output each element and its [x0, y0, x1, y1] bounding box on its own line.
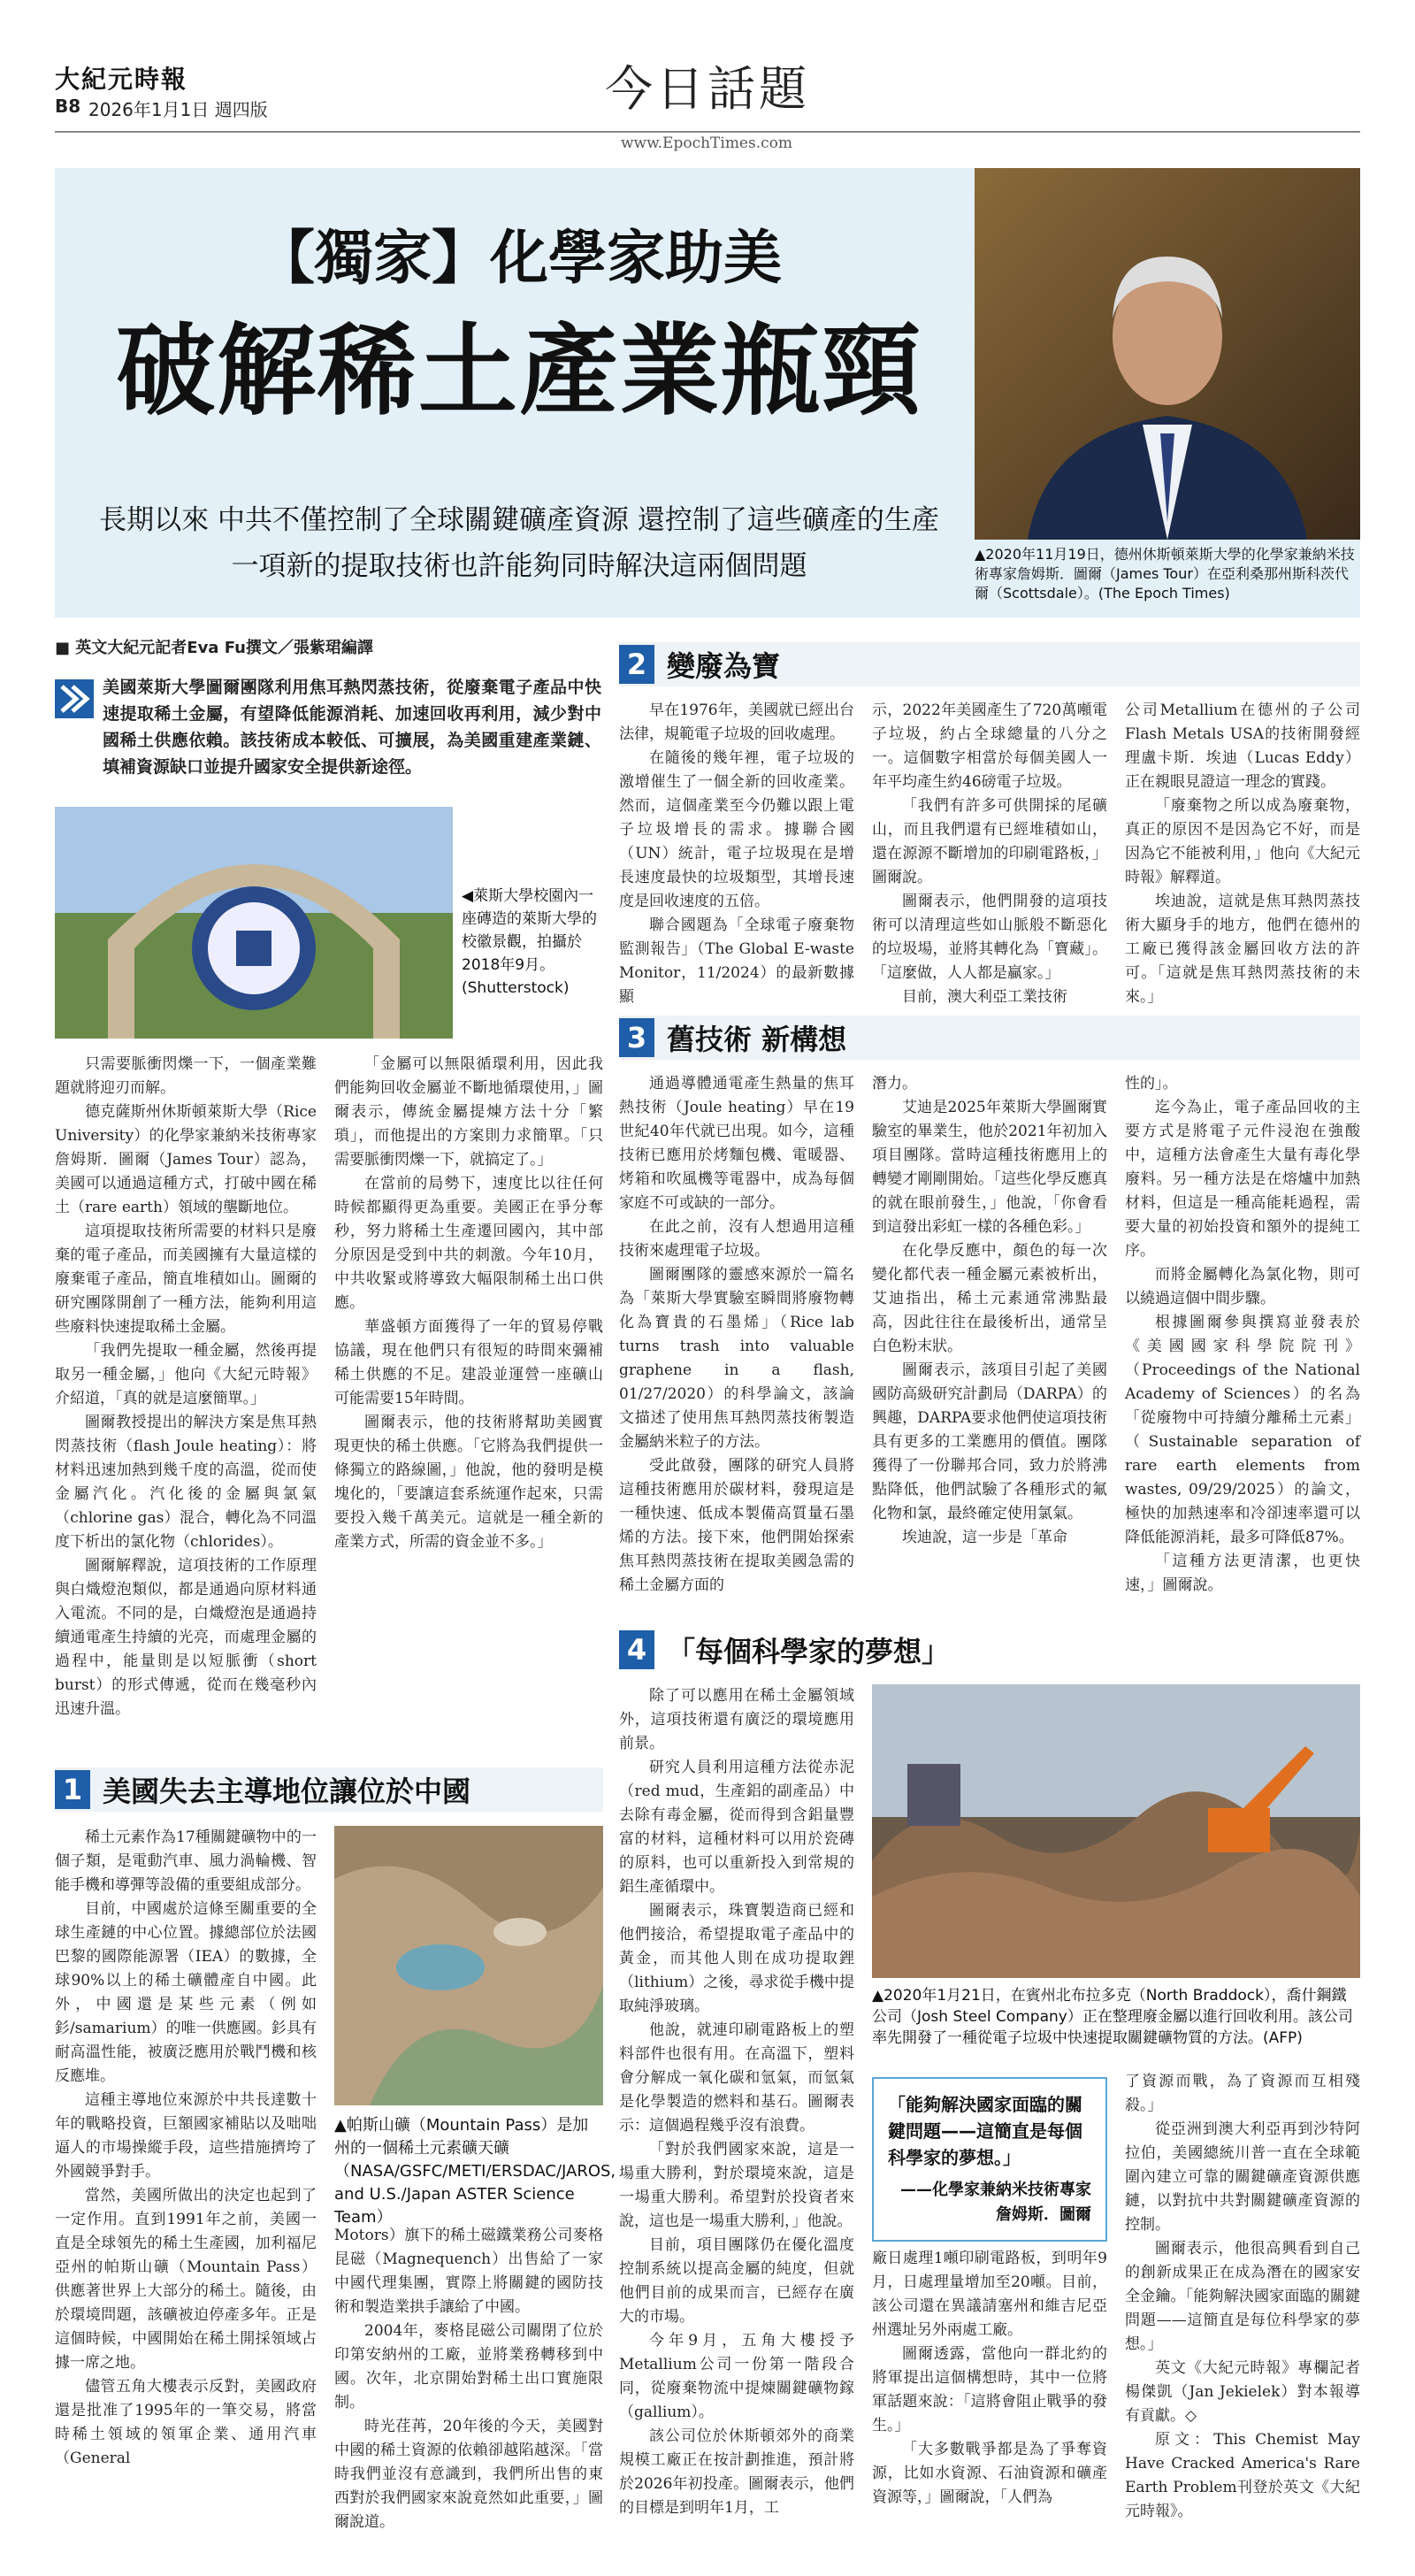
section-4-column-1: [619, 1684, 854, 2520]
paragraph: 示，2022年美國產生了720萬噸電子垃圾，約占全球總量的八分之一。這個數字相當於每個美國人一年平均產生約46磅電子垃圾。: [872, 702, 1107, 791]
section-number: 3: [619, 1018, 654, 1057]
paragraph: 除了可以應用在稀土金屬領域外，這項技術還有廣泛的環境應用前景。: [619, 1687, 854, 1752]
intro-column-1: [55, 1053, 317, 1721]
paragraph: 圖爾表示，珠寶製造商已經和他們接洽，希望提取電子產品中的黃金，而其他人則在成功提取鋰（lithium）之後，尋求從手機中提取純淨玻璃。: [619, 1902, 854, 2015]
section-4-column-3: [1125, 2070, 1360, 2524]
paragraph: 早在1976年，美國就已經出台法律，規範電子垃圾的回收處理。: [619, 702, 854, 743]
paragraph: 公司Metallium在德州的子公司Flash Metals USA的技術開發經理盧卡斯．埃迪（Lucas Eddy）正在親眼見證這一理念的實踐。: [1125, 702, 1360, 791]
intro-column-2: [334, 1053, 603, 1554]
pull-quote: 「能夠解決國家面臨的關鍵問題——這簡直是每個科學家的夢想。」: [888, 2094, 1082, 2168]
section-1-header: [55, 1767, 603, 1812]
paragraph: 只需要脈衝閃爍一下，一個產業難題就將迎刃而解。: [55, 1055, 317, 1097]
paragraph: 聯合國題為「全球電子廢棄物監測報告」（The Global E-waste Monitor，11/2024）的最新數據顯: [619, 916, 854, 1006]
scrapyard-caption: ▲2020年1月21日，在賓州北布拉多克（North Braddock），喬什鋼鐵公司（Josh Steel Company）正在整理廢金屬以進行回收利用。該公司率先開發了一種從電子垃圾中快速提取關鍵礦物質的方法。(AFP): [872, 1987, 1353, 2047]
paragraph: 原文：This Chemist May Have Cracked America's Rare Earth Problem刊登於英文《大紀元時報》。: [1125, 2431, 1360, 2520]
paragraph: 華盛頓方面獲得了一年的貿易停戰協議，現在他們只有很短的時間來彌補稀土供應的不足。建設並運營一座礦山可能需要15年時間。: [334, 1318, 603, 1407]
headline: 破解稀土產業瓶頸: [116, 313, 922, 429]
paragraph: 受此啟發，團隊的研究人員將這種技術應用於碳材料，發現這是一種快速、低成本製備高質量石墨烯的方法。接下來，他們開始探索焦耳熱閃蒸技術在提取美國急需的稀土金屬方面的: [619, 1457, 854, 1594]
paragraph: 從亞洲到澳大利亞再到沙特阿拉伯，美國總統川普一直在全球範圍內建立可靠的關鍵礦產資源供應鏈，以對抗中共對關鍵礦產資源的控制。: [1125, 2120, 1360, 2234]
paragraph: 這種主導地位來源於中共長達數十年的戰略投資，巨額國家補貼以及咄咄逼人的市場操縱手段，這些措施擠垮了外國競爭對手。: [55, 2091, 317, 2181]
paragraph: 潛力。: [872, 1075, 917, 1092]
section-title: 今日話題: [605, 61, 810, 117]
section-4-column-2-bottom: [872, 2247, 1107, 2510]
paragraph: 埃迪說，這一步是「革命: [902, 1529, 1067, 1546]
paragraph: 德克薩斯州休斯頓萊斯大學（Rice University）的化學家兼納米技術專家詹姆斯．圖爾（James Tour）認為，美國可以通過這種方式，打破中國在稀土（rare earth）領域的壟斷地位。: [55, 1103, 317, 1216]
paragraph: 時光荏苒，20年後的今天，美國對中國的稀土資源的依賴卻越陷越深。「當時我們並沒有意識到，我們所出售的東西對於我們國家來說竟然如此重要，」圖爾說道。: [334, 2418, 603, 2531]
paragraph: 圖爾表示，該項目引起了美國國防高級研究計劃局（DARPA）的興趣，DARPA要求他們使這項技術具有更多的工業應用的價值。團隊獲得了一份聯邦合同，致力於將沸點降低，他們試驗了各種形式的氟化物和氯，最終確定使用氯氣。: [872, 1361, 1107, 1522]
pull-quote-box: [872, 2077, 1107, 2242]
portrait-photo: [975, 168, 1360, 540]
hero-banner: [55, 168, 1360, 617]
kicker: 【獨家】化學家助美: [256, 224, 782, 292]
section-number: 1: [55, 1770, 90, 1809]
paragraph: 迄今為止，電子產品回收的主要方式是將電子元件浸泡在強酸中，這種方法會產生大量有毒化學廢料。另一種方法是在熔爐中加熱材料，但這是一種高能耗過程，需要大量的初始投資和額外的提純工序。: [1125, 1099, 1360, 1260]
section-1-column-2: [334, 2224, 603, 2534]
paragraph: 圖爾教授提出的解決方案是焦耳熱閃蒸技術（flash Joule heating）：將材料迅速加熱到幾千度的高溫，從而使金屬汽化。汽化後的金屬與氯氣（chlorine gas）混合，轉化為不同溫度下析出的氯化物（chlorides）。: [55, 1414, 317, 1551]
section-2-column-1: [619, 699, 854, 1009]
section-2-column-3: [1125, 699, 1360, 1009]
paragraph: 研究人員利用這種方法從赤泥（red mud，生產鋁的副產品）中去除有毒金屬，從而得到含鋁量豐富的材料，這種材料可以用於瓷磚的原料，也可以重新投入到常規的鋁生產循環中。: [619, 1759, 854, 1896]
paragraph: 「大多數戰爭都是為了爭奪資源，比如水資源、石油資源和礦產資源等，」圖爾說，「人們為: [872, 2441, 1107, 2506]
page-number: B8: [55, 96, 81, 117]
header-divider: [55, 131, 1360, 133]
section-title: 舊技術 新構想: [667, 1023, 847, 1056]
section-3-column-2: [872, 1072, 1107, 1550]
paragraph: 他說，就連印刷電路板上的塑料部件也很有用。在高溫下，塑料會分解成一氧化碳和氫氣，而氫氣是化學製造的燃料和基石。圖爾表示：這個過程幾乎沒有浪費。: [619, 2021, 854, 2135]
lead-paragraph: 美國萊斯大學圖爾團隊利用焦耳熱閃蒸技術，從廢棄電子產品中快速提取稀土金屬，有望降低能源消耗、加速回收再利用，減少對中國稀土供應依賴。該技術成本較低、可擴展，為美國重建產業鏈、填補資源缺口並提升國家安全提供新途徑。: [103, 678, 601, 777]
paragraph: 圖爾表示，他很高興看到自己的創新成果正在成為潛在的國家安全金鑰。「能夠解決國家面臨的關鍵問題——這簡直是每位科學家的夢想。」: [1125, 2240, 1360, 2353]
paragraph: 英文《大紀元時報》專欄記者楊傑凱（Jan Jekielek）對本報導有貢獻。◇: [1125, 2359, 1360, 2425]
paragraph: 埃迪說，這就是焦耳熱閃蒸技術大顯身手的地方，他們在德州的工廠已獲得該金屬回收方法的許可。「這就是焦耳熱閃蒸技術的未來。」: [1125, 893, 1360, 1006]
paragraph: 圖爾解釋說，這項技術的工作原理與白熾燈泡類似，都是通過向原材料通入電流。不同的是，白熾燈泡是通過持續通電產生持續的光亮，而處理金屬的過程中，能量則是以短脈衝（short burst）的形式傳遞，從而在幾毫秒內迅速升溫。: [55, 1557, 317, 1718]
section-3-column-3: [1125, 1072, 1360, 1598]
campus-photo: [55, 807, 453, 1039]
paragraph: 2004年，麥格昆磁公司關閉了位於印第安納州的工廠，並將業務轉移到中國。次年，北京開始對稀土出口實施限制。: [334, 2322, 603, 2411]
paragraph: 艾迪是2025年萊斯大學圖爾實驗室的畢業生，他於2021年初加入項目團隊。當時這種技術應用上的轉變才剛剛開始。「這些化學反應真的就在眼前發生，」他說，「你會看到這發出彩虹一樣的各種色彩。」: [872, 1099, 1107, 1236]
paragraph: 而將金屬轉化為氯化物，則可以繞過這個中間步驟。: [1125, 1266, 1360, 1307]
paragraph: 當然，美國所做出的決定也起到了一定作用。直到1991年之前，美國一直是全球領先的稀土生產國，加利福尼亞州的帕斯山礦（Mountain Pass）供應著世界上大部分的稀土。隨後，由於環境問題，該礦被迫停產多年。正是這個時候，中國開始在稀土開採領域占據一席之地。: [55, 2187, 317, 2372]
paragraph: 目前，中國處於這條至關重要的全球生產鏈的中心位置。據總部位於法國巴黎的國際能源署（IEA）的數據，全球90%以上的稀土礦體產自中國。此外，中國還是某些元素（例如釤/samarium）的唯一供應國。釤具有耐高溫性能，被廣泛應用於戰鬥機和核反應堆。: [55, 1900, 317, 2085]
satellite-caption: ▲帕斯山礦（Mountain Pass）是加州的一個稀土元素礦天礦（NASA/GSFC/METI/ERSDAC/JAROS, and U.S./Japan ASTER Science Team）: [334, 2116, 616, 2227]
paragraph: 「對於我們國家來說，這是一場重大勝利，對於環境來說，這是一場重大勝利。希望對於投資者來說，這也是一場重大勝利，」他說。: [619, 2141, 854, 2230]
section-3-column-1: [619, 1072, 854, 1598]
paragraph: 稀土元素作為17種關鍵礦物中的一個子類，是電動汽車、風力渦輪機、智能手機和導彈等設備的重要組成部分。: [55, 1828, 317, 1894]
scrapyard-photo: [872, 1684, 1360, 1978]
lead-arrow-icon: [55, 679, 94, 718]
paragraph: 了資源而戰，為了資源而互相殘殺。」: [1125, 2073, 1360, 2114]
paragraph: 這項提取技術所需要的材料只是廢棄的電子產品，而美國擁有大量這樣的廢棄電子產品，簡直堆積如山。圖爾的研究團隊開創了一種方法，能夠利用這些廢料快速提取稀土金屬。: [55, 1223, 317, 1336]
paragraph: 「這種方法更清潔，也更快速，」圖爾說。: [1125, 1552, 1360, 1594]
paragraph: 圖爾表示，他們開發的這項技術可以清理這些如山脈般不斷惡化的垃圾場，並將其轉化為「寶藏」。「這麼做，人人都是贏家。」: [872, 893, 1107, 982]
paragraph: 在隨後的幾年裡，電子垃圾的激增催生了一個全新的回收產業。然而，這個產業至今仍難以跟上電子垃圾增長的需求。據聯合國（UN）統計，電子垃圾現在是增長速度最快的垃圾類型，其增長速度是回收速度的五倍。: [619, 749, 854, 910]
paragraph: 圖爾團隊的靈感來源於一篇名為「萊斯大學實驗室瞬間將廢物轉化為寶貴的石墨烯」（Rice lab turns trash into valuable graphene in a flash, 01/27/2020）的科學論文，該論文描述了使用焦耳熱閃蒸技術製造金屬納米粒子的方法。: [619, 1266, 854, 1451]
paragraph: 廠日處理1噸印刷電路板，到明年9月，日處理量增加至20噸。目前，該公司還在異議請塞州和維吉尼亞州選址另外兩處工廠。: [872, 2250, 1107, 2339]
paragraph: 性的」。: [1125, 1075, 1178, 1092]
paragraph: 今年9月，五角大樓授予Metallium公司一份第一階段合同，從廢棄物流中提煉關鍵礦物鎵（gallium）。: [619, 2332, 854, 2421]
site-url[interactable]: www.EpochTimes.com: [610, 134, 803, 152]
masthead: [0, 0, 1415, 150]
paragraph: 在化學反應中，顏色的每一次變化都代表一種金屬元素被析出，艾迪指出，稀土元素通常沸點最高，因此往往在最後析出，通常呈白色粉末狀。: [872, 1242, 1107, 1355]
section-4-header: [619, 1628, 1360, 1672]
section-2-header: [619, 642, 1360, 686]
section-number: 4: [619, 1630, 654, 1669]
brand-logo: 大紀元時報: [55, 65, 188, 94]
paragraph: 「我們有許多可供開採的尾礦山，而且我們還有已經堆積如山，還在源源不斷增加的印刷電路板，」圖爾說。: [872, 797, 1107, 886]
section-title: 變廢為寶: [667, 649, 781, 683]
section-1-column-1: [55, 1826, 317, 2471]
deck-line-1: 長期以來 中共不僅控制了全球關鍵礦產資源 還控制了這些礦產的生產: [99, 504, 939, 536]
paragraph: 通過導體通電產生熱量的焦耳熱技術（Joule heating）早在19世紀40年代就已出現。如今，這種技術已應用於烤麵包機、電暖器、烤箱和吹風機等電器中，成為每個家庭不可或缺的一部分。: [619, 1075, 854, 1212]
paragraph: 「廢棄物之所以成為廢棄物，真正的原因不是因為它不好，而是因為它不能被利用，」他向《大紀元時報》解釋道。: [1125, 797, 1360, 886]
paragraph: 根據圖爾參與撰寫並發表於《美國國家科學院院刊》（Proceedings of the National Academy of Sciences）的名為「從廢物中可持續分離稀土元素」（Sustainable separation of rare earth elements from wastes, 09/29/2025）的論文，極快的加熱速率和冷卻速率還可以降低能源消耗，最多可降低87%。: [1125, 1314, 1360, 1546]
pull-quote-attribution: ——化學家兼納米技術專家詹姆斯．圖爾: [900, 2181, 1091, 2224]
paragraph: 在此之前，沒有人想過用這種技術來處理電子垃圾。: [619, 1218, 854, 1260]
paragraph: 「金屬可以無限循環利用，因此我們能夠回收金屬並不斷地循環使用，」圖爾表示，傳統金屬提煉方法十分「繁瑣」，而他提出的方案則力求簡單。「只需要脈衝閃爍一下，就搞定了。」: [334, 1055, 603, 1169]
paragraph: 目前，項目團隊仍在優化溫度控制系統以提高金屬的純度，但就他們目前的成果而言，已經存在廣大的市場。: [619, 2236, 854, 2326]
paragraph: 圖爾透露，當他向一群北約的將軍提出這個構想時，其中一位將軍話題來說：「這將會阻止戰爭的發生。」: [872, 2345, 1107, 2434]
paragraph: Motors）旗下的稀土磁鐵業務公司麥格昆磁（Magnequench）出售給了一家中國代理集團，實際上將關鍵的國防技術和製造業拱手讓給了中國。: [334, 2227, 603, 2316]
section-2-column-2: [872, 699, 1107, 1009]
satellite-photo: [334, 1826, 603, 2105]
portrait-caption: ▲2020年11月19日，德州休斯頓萊斯大學的化學家兼納米技術專家詹姆斯．圖爾（James Tour）在亞利桑那州斯科茨代爾（Scottsdale）。(The Epoch Times): [975, 546, 1355, 602]
paragraph: 在當前的局勢下，速度比以往任何時候都顯得更為重要。美國正在爭分奪秒，努力將稀土生產遷回國內，其中部分原因是受到中共的刺激。今年10月，中共收緊或將導致大幅限制稀土出口供應。: [334, 1175, 603, 1312]
deck-line-2: 一項新的提取技術也許能夠同時解決這兩個問題: [231, 550, 807, 582]
paragraph: 目前，澳大利亞工業技術: [902, 988, 1067, 1006]
section-title: 美國失去主導地位讓位於中國: [103, 1775, 471, 1808]
paragraph: 儘管五角大樓表示反對，美國政府還是批准了1995年的一筆交易，將當時稀土領域的領軍企業、通用汽車（General: [55, 2378, 317, 2467]
paragraph: 該公司位於休斯頓郊外的商業規模工廠正在按計劃推進，預計將於2026年初投產。圖爾表示，他們的目標是到明年1月，工: [619, 2427, 854, 2517]
paragraph: 「我們先提取一種金屬，然後再提取另一種金屬，」他向《大紀元時報》介紹道，「真的就是這麼簡單。」: [55, 1342, 317, 1407]
issue-date: 2026年1月1日 週四版: [88, 99, 268, 120]
section-title: 「每個科學家的夢想」: [667, 1635, 951, 1668]
paragraph: 圖爾表示，他的技術將幫助美國實現更快的稀土供應。「它將為我們提供一條獨立的路線圖，」他說，他的發明是模塊化的，「要讓這套系統運作起來，只需要投入幾千萬美元。這就是一種全新的產業方式，所需的資金並不多。」: [334, 1414, 603, 1551]
byline: ■ 英文大紀元記者Eva Fu撰文／張紫珺編譯: [55, 639, 373, 657]
section-3-header: [619, 1016, 1360, 1060]
section-number: 2: [619, 645, 654, 684]
campus-caption: ◀萊斯大學校園內一座磚造的萊斯大學的校徽景觀，拍攝於2018年9月。(Shutterstock): [462, 887, 597, 997]
